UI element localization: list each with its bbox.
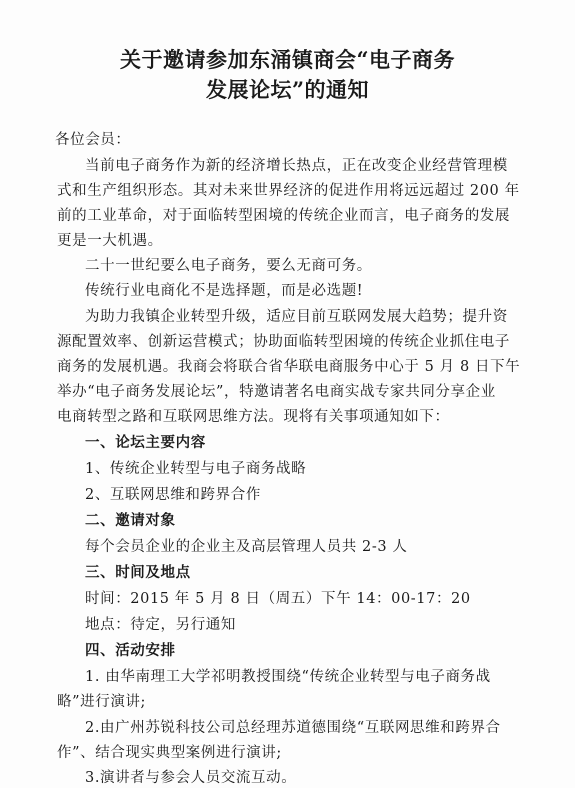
- paragraph4-line: 举办“电子商务发展论坛”，特邀请著名电商实战专家共同分享企业: [57, 384, 496, 400]
- document-title-line-1: 关于邀请参加东涌镇商会“电子商务: [119, 47, 456, 72]
- paragraph3: 传统行业电商化不是选择题，而是必选题!: [85, 283, 364, 299]
- agenda-item-1-line: 略”进行演讲;: [57, 694, 146, 710]
- event-place: 地点：待定，另行通知: [85, 617, 236, 633]
- paragraph1-line: 更是一大机遇。: [57, 233, 163, 249]
- paragraph4-line: 电商转型之路和互联网思维方法。现将有关事项通知如下：: [57, 409, 450, 425]
- paragraph2: 二十一世纪要么电子商务，要么无商可务。: [85, 258, 372, 274]
- section-heading-4: 四、活动安排: [85, 642, 176, 659]
- section-heading-2: 二、邀请对象: [85, 512, 176, 529]
- paragraph4-line: 为助力我镇企业转型升级，适应目前互联网发展大趋势；提升资: [85, 309, 508, 325]
- section-heading-3: 三、时间及地点: [85, 564, 191, 581]
- agenda-item-2-line: 2.由广州苏锐科技公司总经理苏道德围绕“互联网思维和跨界合: [85, 720, 501, 736]
- section2-text: 每个会员企业的企业主及高层管理人员共 2-3 人: [85, 539, 408, 555]
- salutation: 各位会员：: [55, 132, 131, 148]
- paragraph4-line: 商务的发展机遇。我商会将联合省华联电商服务中心于 5 月 8 日下午: [57, 359, 521, 375]
- document-title-line-2: 发展论坛”的通知: [205, 77, 370, 102]
- section1-item: 1、传统企业转型与电子商务战略: [85, 461, 307, 477]
- paragraph1-line: 当前电子商务作为新的经济增长热点，正在改变企业经营管理模: [85, 158, 508, 174]
- agenda-item-1-line: 1. 由华南理工大学祁明教授围绕“传统企业转型与电子商务战: [85, 669, 491, 685]
- agenda-item-2-line: 作”、结合现实典型案例进行演讲;: [57, 745, 282, 761]
- section1-item: 2、互联网思维和跨界合作: [85, 487, 261, 503]
- paragraph1-line: 前的工业革命，对于面临转型困境的传统企业而言，电子商务的发展: [57, 208, 510, 224]
- paragraph4-line: 源配置效率、创新运营模式；协助面临转型困境的传统企业抓住电子: [57, 334, 510, 350]
- section-heading-1: 一、论坛主要内容: [85, 434, 206, 451]
- paragraph1-line: 式和生产组织形态。其对未来世界经济的促进作用将远远超过 200 年: [57, 183, 520, 199]
- agenda-item-3: 3.演讲者与参会人员交流互动。: [85, 770, 297, 786]
- event-time: 时间：2015 年 5 月 8 日（周五）下午 14：00-17：20: [85, 591, 471, 607]
